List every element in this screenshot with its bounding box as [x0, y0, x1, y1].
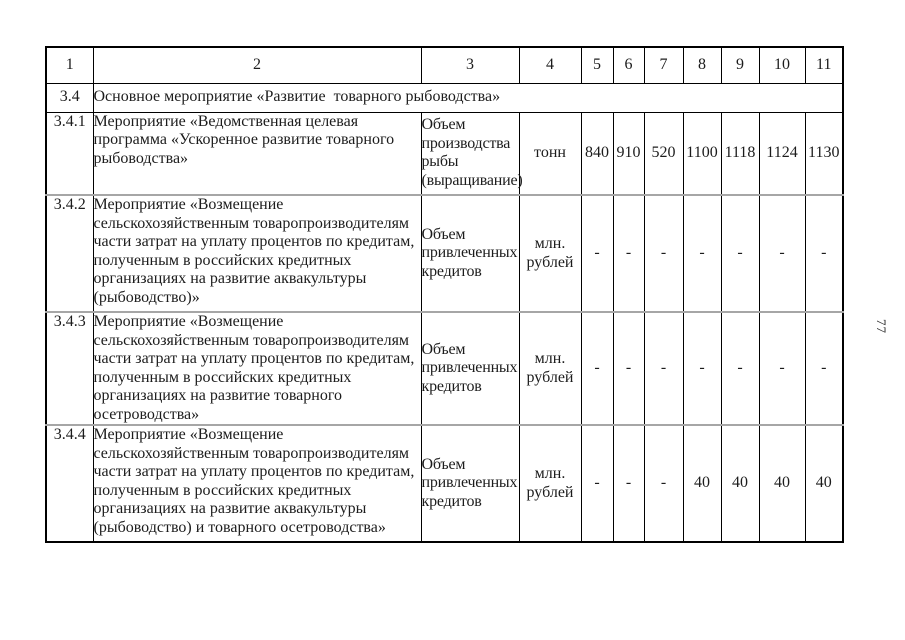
value-cell: 1130 — [805, 112, 843, 195]
value-cell: - — [805, 312, 843, 425]
value-cell: 520 — [644, 112, 683, 195]
table-row-3-4-4 — [46, 425, 843, 542]
column-number-header-row — [46, 47, 843, 83]
measure-title-cell: Мероприятие «Возмещение сельскохозяйственным товаропроизводителям части затрат на уплату процентов по кредитам, полученным в российских кредитных организациях на развитие аквакультуры (рыбоводство) и товарного осетроводства» — [93, 425, 421, 542]
indicator-cell: Объем привлеченных кредитов — [421, 312, 519, 425]
value-cell: - — [805, 195, 843, 312]
table-row-3-4-2 — [46, 195, 843, 312]
unit-cell: млн. рублей — [519, 195, 581, 312]
measure-title-cell: Мероприятие «Возмещение сельскохозяйственным товаропроизводителям части затрат на уплату процентов по кредитам, полученным в российских кредитных организациях на развитие товарного осетроводства» — [93, 312, 421, 425]
measure-title-cell: Мероприятие «Ведомственная целевая программа «Ускоренное развитие товарного рыбоводства» — [93, 112, 421, 195]
value-cell: - — [759, 312, 805, 425]
value-cell: - — [581, 425, 613, 542]
measure-title-cell: Основное мероприятие «Развитие товарного рыбоводства» — [93, 83, 843, 112]
value-cell: - — [581, 195, 613, 312]
column-header: 8 — [683, 47, 721, 83]
value-cell: 1124 — [759, 112, 805, 195]
value-cell: - — [613, 312, 644, 425]
value-cell: 40 — [759, 425, 805, 542]
program-measures-table — [45, 46, 844, 543]
measure-title-cell: Мероприятие «Возмещение сельскохозяйственным товаропроизводителям части затрат на уплату процентов по кредитам, полученным в российских кредитных организациях на развитие аквакультуры (рыбоводство)» — [93, 195, 421, 312]
column-header: 4 — [519, 47, 581, 83]
column-header: 1 — [46, 47, 93, 83]
value-cell: 1118 — [721, 112, 759, 195]
row-number-cell: 3.4.4 — [46, 425, 93, 542]
column-header: 2 — [93, 47, 421, 83]
column-header: 9 — [721, 47, 759, 83]
value-cell: - — [613, 195, 644, 312]
column-header: 6 — [613, 47, 644, 83]
column-header: 7 — [644, 47, 683, 83]
value-cell: - — [581, 312, 613, 425]
indicator-cell: Объем привлеченных кредитов — [421, 425, 519, 542]
row-number-cell: 3.4.1 — [46, 112, 93, 195]
column-header: 3 — [421, 47, 519, 83]
unit-cell: млн. рублей — [519, 425, 581, 542]
value-cell: 40 — [805, 425, 843, 542]
value-cell: 40 — [683, 425, 721, 542]
value-cell: 910 — [613, 112, 644, 195]
value-cell: 40 — [721, 425, 759, 542]
unit-cell: тонн — [519, 112, 581, 195]
value-cell: - — [644, 425, 683, 542]
table-row-3-4-1 — [46, 112, 843, 195]
value-cell: - — [721, 312, 759, 425]
value-cell: 1100 — [683, 112, 721, 195]
column-header: 5 — [581, 47, 613, 83]
row-number-cell: 3.4.3 — [46, 312, 93, 425]
value-cell: - — [644, 195, 683, 312]
value-cell: - — [683, 195, 721, 312]
indicator-cell: Объем производства рыбы (выращивание) — [421, 112, 519, 195]
row-number-cell: 3.4.2 — [46, 195, 93, 312]
value-cell: - — [759, 195, 805, 312]
indicator-cell: Объем привлеченных кредитов — [421, 195, 519, 312]
value-cell: 840 — [581, 112, 613, 195]
value-cell: - — [613, 425, 644, 542]
row-number-cell: 3.4 — [46, 83, 93, 112]
column-header: 11 — [805, 47, 843, 83]
value-cell: - — [721, 195, 759, 312]
table-row-3-4-3 — [46, 312, 843, 425]
table-row-3-4 — [46, 83, 843, 112]
unit-cell: млн. рублей — [519, 312, 581, 425]
value-cell: - — [683, 312, 721, 425]
value-cell: - — [644, 312, 683, 425]
column-header: 10 — [759, 47, 805, 83]
page-number: 77 — [874, 319, 889, 334]
